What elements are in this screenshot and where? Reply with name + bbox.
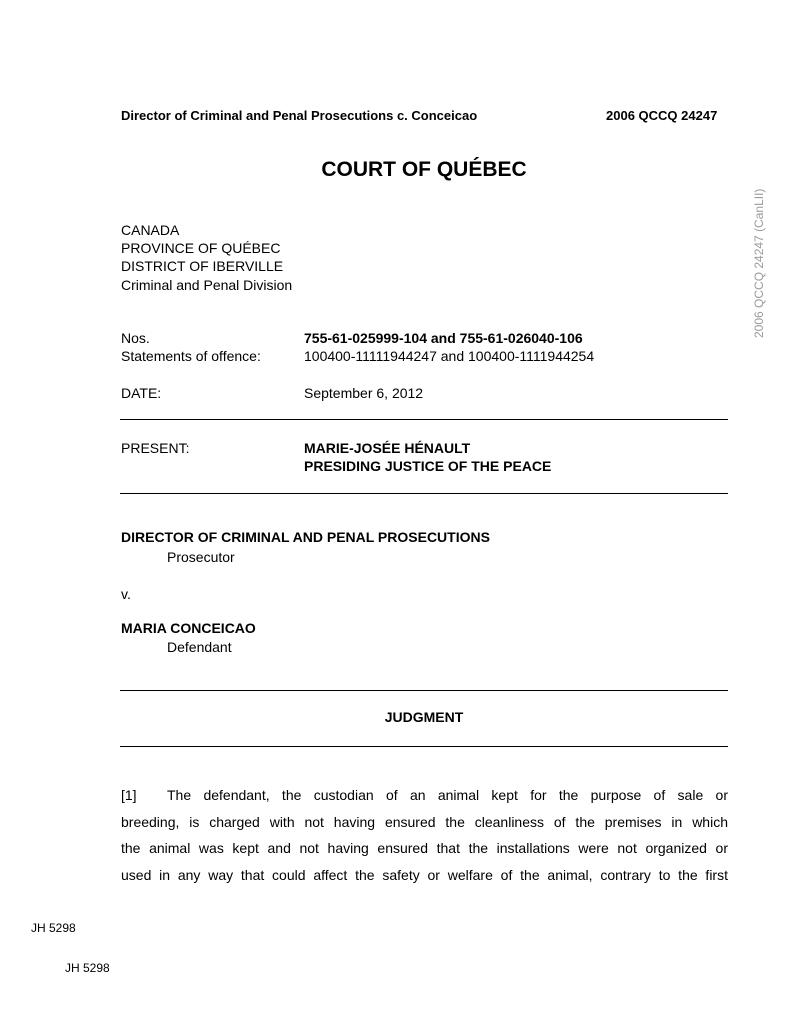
paragraph-line-2: breeding, is charged with not having ensured the cleanliness of the premises in which xyxy=(121,813,728,830)
paragraph-number: [1] xyxy=(121,787,137,803)
nos-label: Nos. xyxy=(121,330,150,346)
divider-judgment-bottom xyxy=(120,746,728,747)
location-district: DISTRICT OF IBERVILLE xyxy=(121,258,284,274)
statements-label: Statements of offence: xyxy=(121,348,261,364)
header-citation: 2006 QCCQ 24247 xyxy=(606,108,718,123)
date-value: September 6, 2012 xyxy=(304,385,424,401)
present-label: PRESENT: xyxy=(121,440,190,456)
paragraph-line-1-text: The defendant, the custodian of an animal kept for the purpose of sale or xyxy=(167,787,728,803)
canlii-watermark: 2006 QCCQ 24247 (CanLII) xyxy=(752,188,766,338)
divider-judgment-top xyxy=(120,690,728,691)
prosecutor-name: DIRECTOR OF CRIMINAL AND PENAL PROSECUTIONS xyxy=(121,529,490,545)
defendant-name: MARIA CONCEICAO xyxy=(121,620,256,636)
divider-present xyxy=(120,493,728,494)
defendant-role: Defendant xyxy=(167,639,232,655)
date-label: DATE: xyxy=(121,385,162,401)
paragraph-1 xyxy=(121,782,728,888)
presiding-title: PRESIDING JUSTICE OF THE PEACE xyxy=(304,458,552,474)
presiding-name: MARIE-JOSÉE HÉNAULT xyxy=(304,440,471,456)
location-province: PROVINCE OF QUÉBEC xyxy=(121,240,281,256)
header-case-title: Director of Criminal and Penal Prosecutions c. Conceicao xyxy=(121,108,478,123)
nos-value: 755-61-025999-104 and 755-61-026040-106 xyxy=(304,330,583,346)
footer-code-2: JH 5298 xyxy=(65,961,110,975)
paragraph-line-3: the animal was kept and not having ensured that the installations were not organized or xyxy=(121,840,728,856)
location-country: CANADA xyxy=(121,222,180,238)
judgment-heading: JUDGMENT xyxy=(384,709,464,725)
versus: v. xyxy=(121,586,131,602)
prosecutor-role: Prosecutor xyxy=(167,549,235,565)
location-division: Criminal and Penal Division xyxy=(121,277,293,293)
footer-code-1: JH 5298 xyxy=(31,921,76,935)
divider-top xyxy=(120,419,728,420)
paragraph-line-4: used in any way that could affect the safety or welfare of the animal, contrary to the first xyxy=(121,866,728,883)
statements-value: 100400-11111944247 and 100400-1111944254 xyxy=(304,348,595,364)
court-title: COURT OF QUÉBEC xyxy=(321,158,527,181)
paragraph-line-1 xyxy=(121,782,728,809)
